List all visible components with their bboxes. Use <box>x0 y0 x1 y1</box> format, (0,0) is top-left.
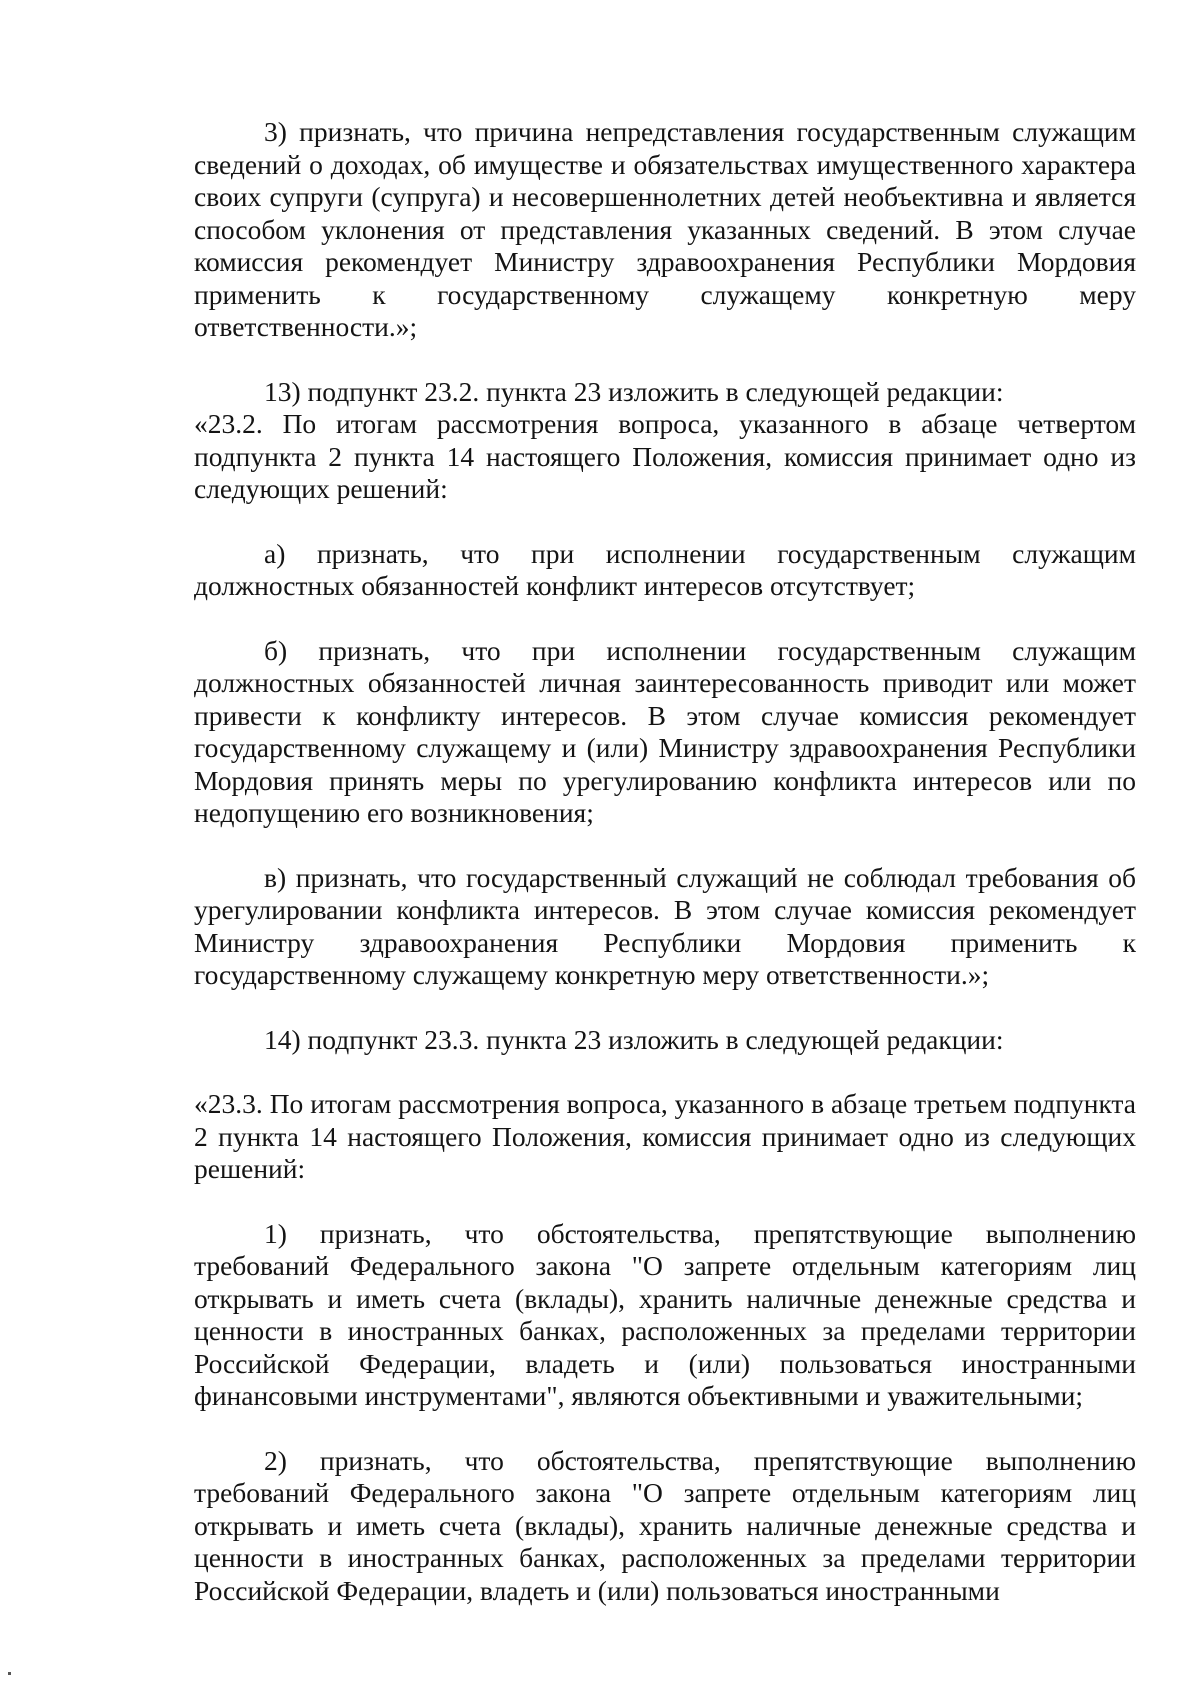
paragraph-item-1: 1) признать, что обстоятельства, препятствующие выполнению требований Федерального закона "О запрете отдельным категориям лиц открывать и иметь счета (вклады), хранить наличные денежные средства и ценности в иностранных банках, расположенных за пределами территории Российской Федерации, владеть и (или) пользоваться иностранными финансовыми инструментами", являются объективными и уважительными; <box>194 1217 1136 1411</box>
paragraph-item-b: б) признать, что при исполнении государственным служащим должностных обязанностей личная заинтересованность приводит или может привести к конфликту интересов. В этом случае комиссия рекомендует государственному служащему и (или) Министру здравоохранения Республики Мордовия принять меры по урегулированию конфликта интересов или по недопущению его возникновения; <box>194 634 1136 828</box>
paragraph-item-3: 3) признать, что причина непредставления государственным служащим сведений о доходах, об имуществе и обязательствах имущественного характера своих супруги (супруга) и несовершеннолетних детей необъективна и является способом уклонения от представления указанных сведений. В этом случае комиссия рекомендует Министру здравоохранения Республики Мордовия применить к государственному служащему конкретную меру ответственности.»; <box>194 116 1136 342</box>
scan-artifact-mark <box>8 1672 11 1675</box>
paragraph-item-a: а) признать, что при исполнении государственным служащим должностных обязанностей конфликт интересов отсутствует; <box>194 537 1136 601</box>
paragraph-clause-23-2: «23.2. По итогам рассмотрения вопроса, указанного в абзаце четвертом подпункта 2 пункта 14 настоящего Положения, комиссия принимает одно из следующих решений: <box>194 408 1136 504</box>
paragraph-amendment-13: 13) подпункт 23.2. пункта 23 изложить в следующей редакции: <box>264 375 1004 407</box>
paragraph-item-2: 2) признать, что обстоятельства, препятствующие выполнению требований Федерального закона "О запрете отдельным категориям лиц открывать и иметь счета (вклады), хранить наличные денежные средства и ценности в иностранных банках, расположенных за пределами территории Российской Федерации, владеть и (или) пользоваться иностранными <box>194 1444 1136 1606</box>
document-page <box>194 116 1136 1607</box>
paragraph-item-v: в) признать, что государственный служащий не соблюдал требования об урегулировании конфликта интересов. В этом случае комиссия рекомендует Министру здравоохранения Республики Мордовия применить к государственному служащему конкретную меру ответственности.»; <box>194 861 1136 990</box>
paragraph-clause-23-3: «23.3. По итогам рассмотрения вопроса, указанного в абзаце третьем подпункта 2 пункта 14 настоящего Положения, комиссия принимает одно из следующих решений: <box>194 1088 1136 1184</box>
paragraph-amendment-14: 14) подпункт 23.3. пункта 23 изложить в следующей редакции: <box>264 1023 1004 1055</box>
